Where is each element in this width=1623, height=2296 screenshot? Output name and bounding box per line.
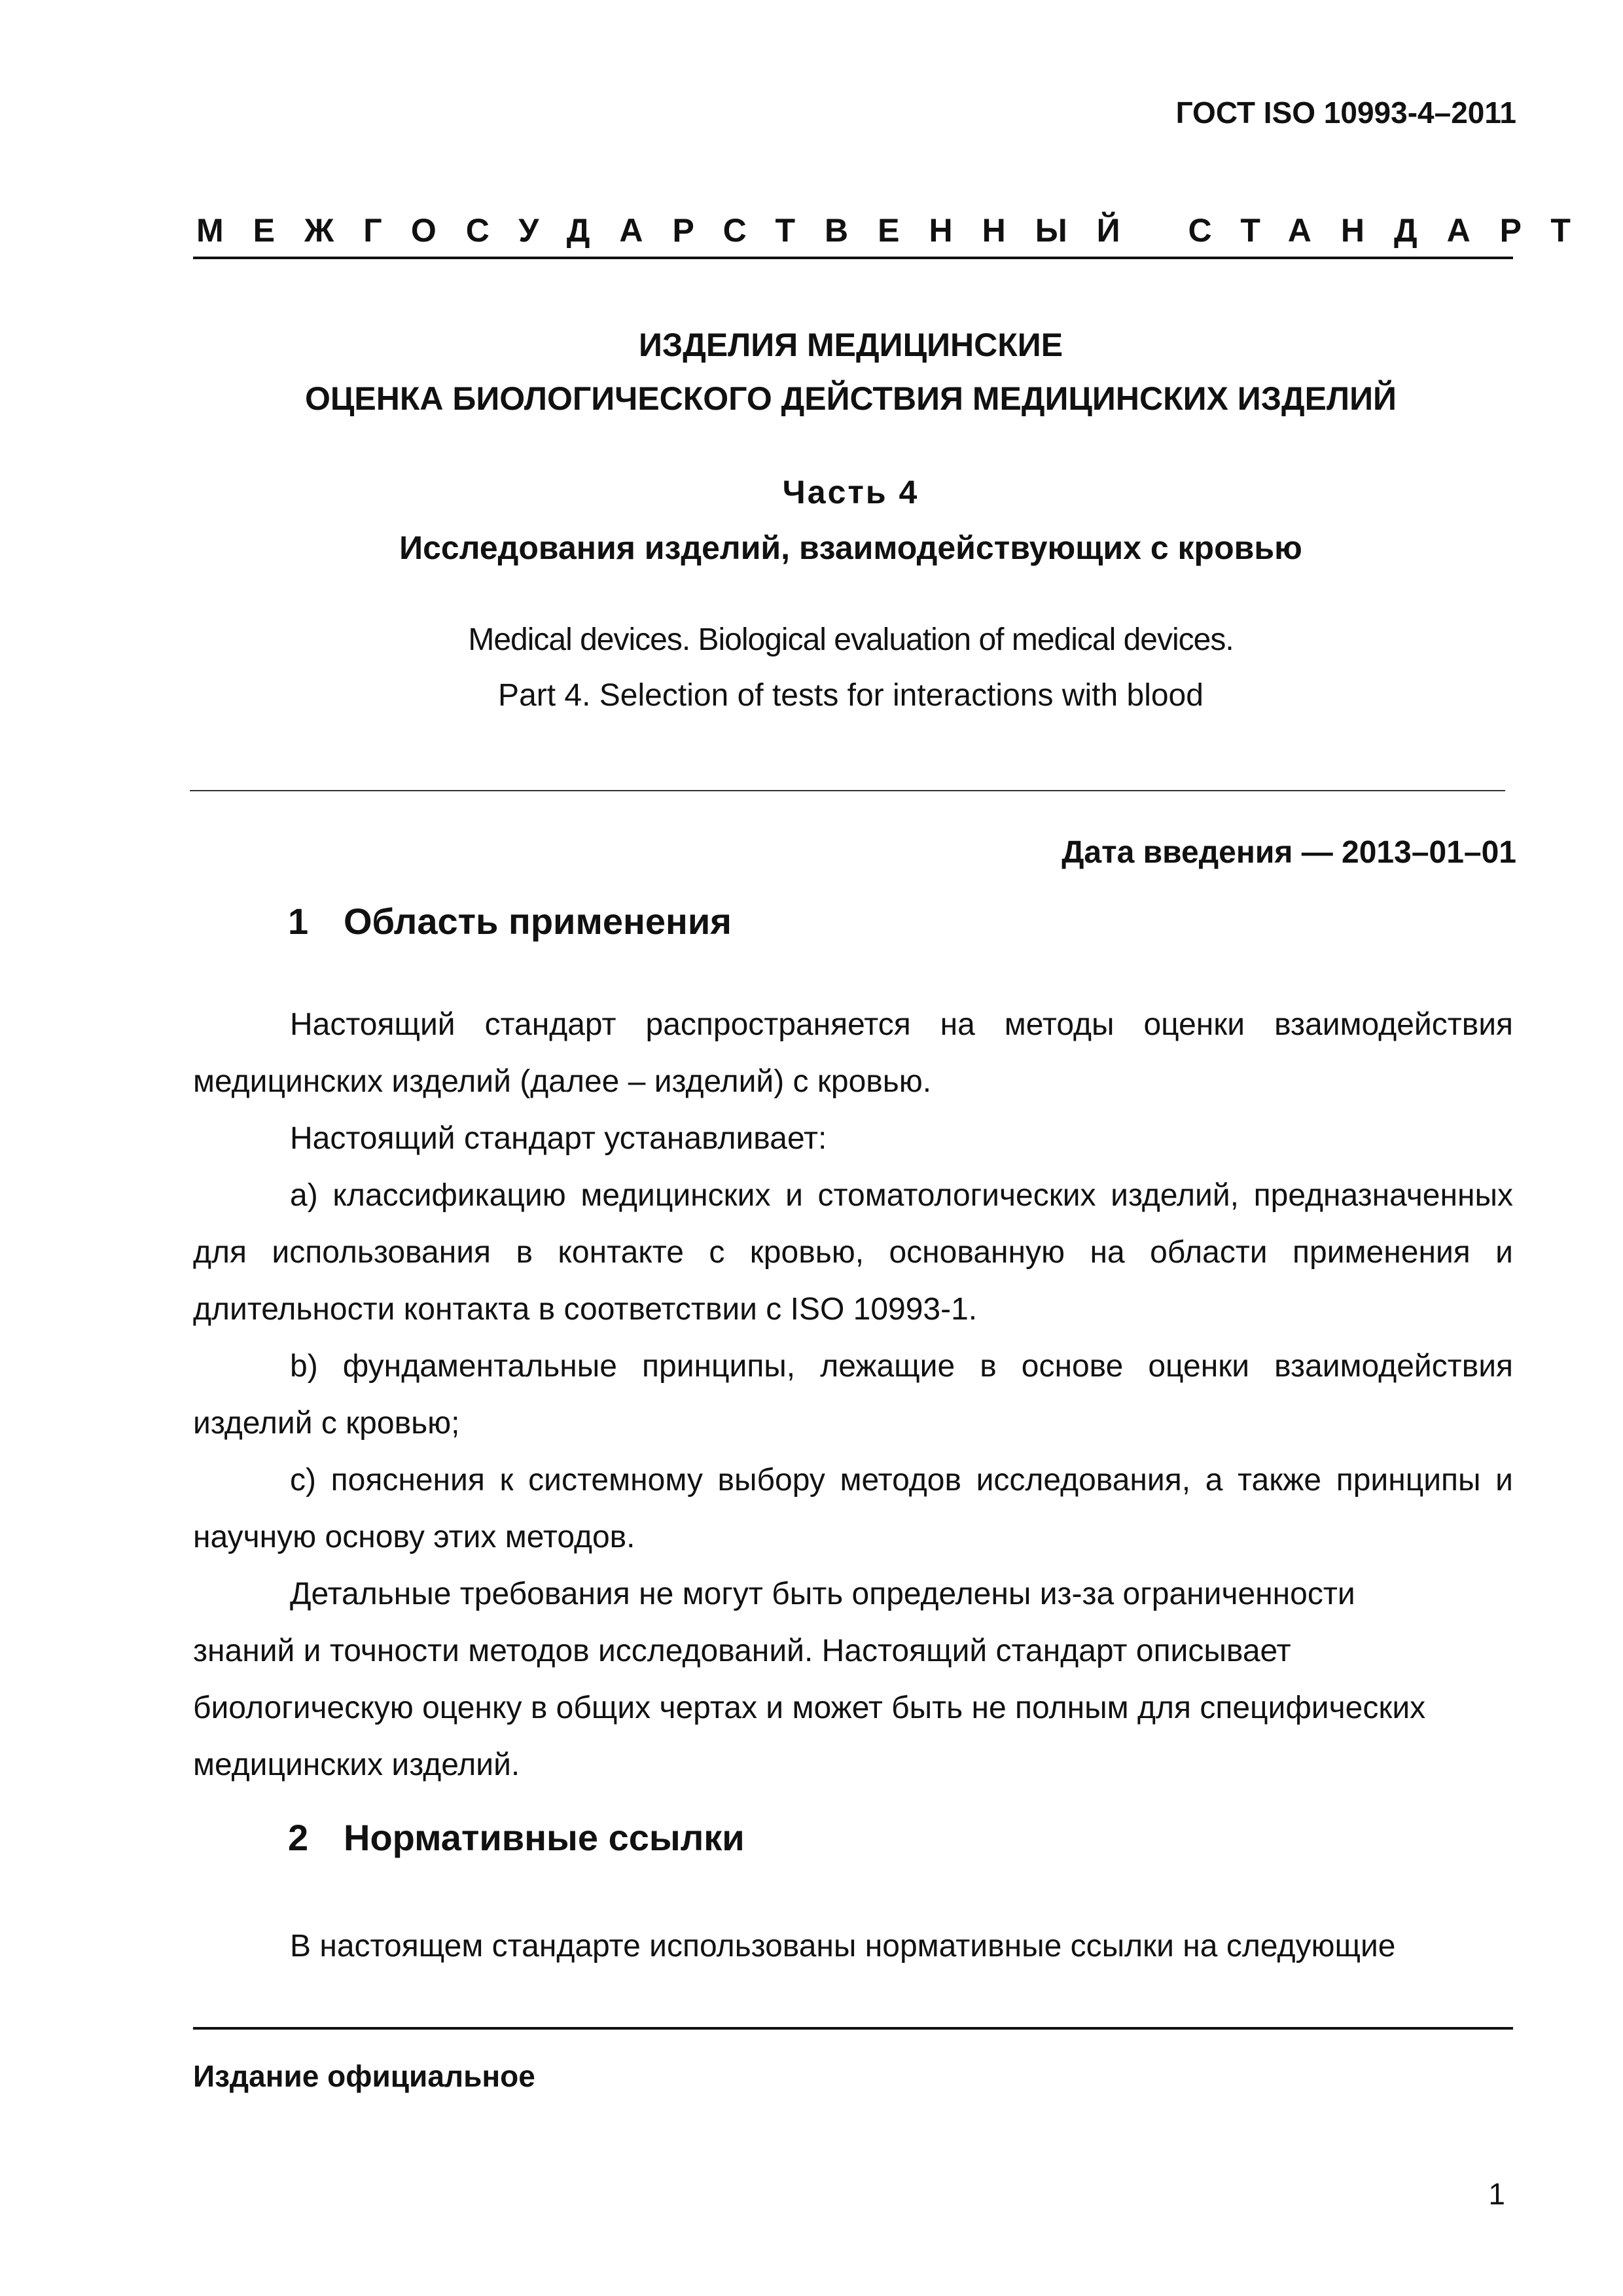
header-rule bbox=[193, 257, 1513, 259]
standard-id: ГОСТ ISO 10993-4–2011 bbox=[1175, 96, 1516, 130]
introduction-date: Дата введения — 2013–01–01 bbox=[1061, 835, 1516, 870]
edition-label: Издание официальное bbox=[193, 2059, 535, 2093]
section-1-item-c: c) пояснения к системному выбору методов исследования, а также принципы и научную основу этих методов. bbox=[193, 1463, 1513, 1554]
section-1-paragraph-3: Детальные требования не могут быть определены из-за ограниченности знаний и точности методов исследований. Настоящий стандарт описывает биологическую оценку в общих чертах и может быть не полным для специфических медицинских изделий. bbox=[193, 1577, 1426, 1782]
section-1-item-a: a) классификацию медицинских и стоматологических изделий, предназначенных для использования в контакте с кровью, основанную на области применения и длительности контакта в соответствии с ISO 10993-1. bbox=[193, 1178, 1513, 1327]
english-title-line-2: Part 4. Selection of tests for interactions with blood bbox=[498, 678, 1204, 713]
section-1-title: Область применения bbox=[344, 901, 732, 942]
section-1-item-b: b) фундаментальные принципы, лежащие в основе оценки взаимодействия изделий с кровью; bbox=[193, 1349, 1513, 1441]
title-line-1: ИЗДЕЛИЯ МЕДИЦИНСКИЕ bbox=[638, 327, 1063, 363]
part-subtitle: Исследования изделий, взаимодействующих с кровью bbox=[399, 529, 1302, 566]
section-2-heading bbox=[288, 1816, 745, 1859]
section-1-paragraph-2: Настоящий стандарт устанавливает: bbox=[290, 1121, 827, 1156]
section-2-paragraph-1: В настоящем стандарте использованы нормативные ссылки на следующие bbox=[290, 1929, 1396, 1964]
footer-rule bbox=[193, 2027, 1513, 2030]
section-2-title: Нормативные ссылки bbox=[344, 1817, 745, 1858]
title-line-2: ОЦЕНКА БИОЛОГИЧЕСКОГО ДЕЙСТВИЯ МЕДИЦИНСКИХ ИЗДЕЛИЙ bbox=[305, 380, 1397, 417]
section-2-number: 2 bbox=[288, 1817, 309, 1858]
interstate-standard-label: МЕЖГОСУДАРСТВЕННЫЙ СТАНДАРТ bbox=[196, 212, 1600, 249]
section-1-heading bbox=[288, 900, 732, 942]
english-title-line-1: Medical devices. Biological evaluation of medical devices. bbox=[468, 622, 1234, 657]
section-1-paragraph-1: Настоящий стандарт распространяется на методы оценки взаимодействия медицинских изделий (далее – изделий) с кровью. bbox=[193, 1007, 1513, 1099]
page-number: 1 bbox=[1488, 2177, 1505, 2211]
section-1-number: 1 bbox=[288, 901, 309, 942]
part-label: Часть 4 bbox=[782, 474, 919, 511]
title-rule bbox=[190, 790, 1505, 791]
